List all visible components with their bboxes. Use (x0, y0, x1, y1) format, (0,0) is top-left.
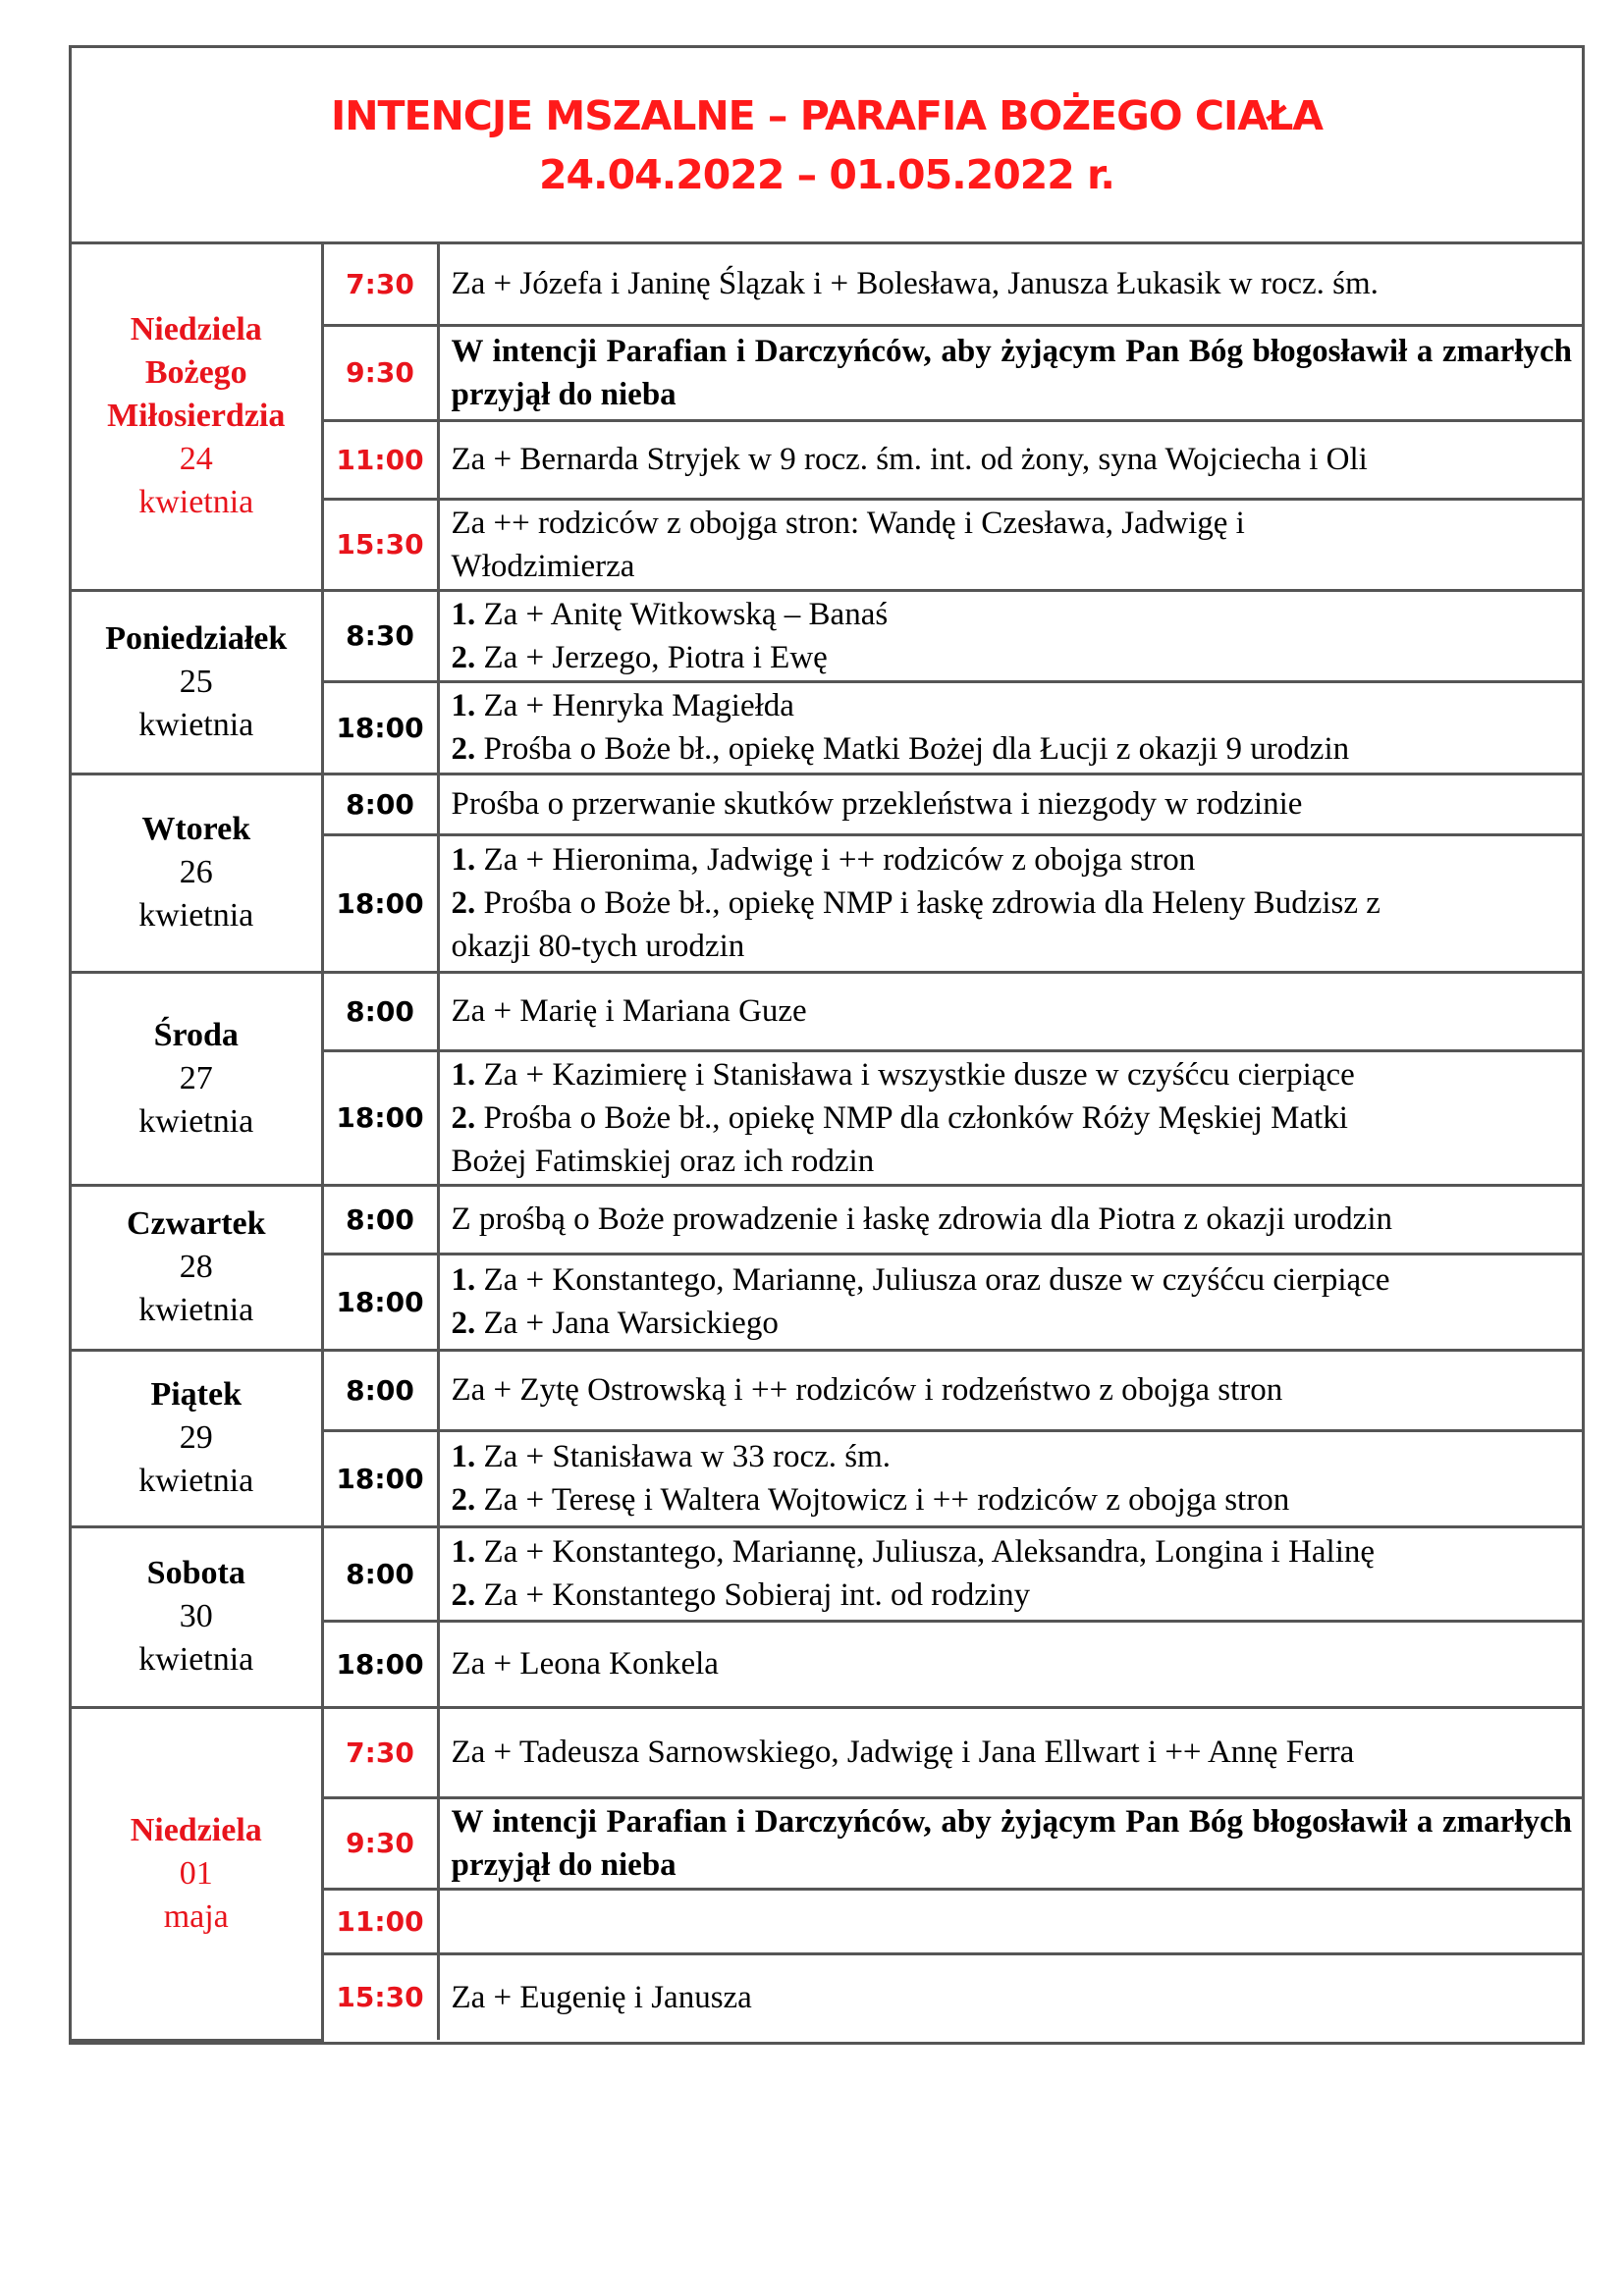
mass-intention (438, 1953, 1582, 2040)
table-row (72, 1350, 1582, 1430)
day-name: Niedziela (130, 311, 262, 348)
intention-text: Za + Kazimierę i Stanisława i wszystkie dusze w czyśćcu cierpiące (475, 1056, 1355, 1093)
intention-text: Prośba o przerwanie skutków przekleństwa i niezgody w rodzinie (451, 786, 1303, 822)
day-cell-tuesday-26 (72, 774, 322, 972)
intentions-table (72, 244, 1582, 2042)
day-name: Niedziela (130, 1811, 262, 1848)
mass-time: 11:00 (322, 1889, 438, 1953)
intention-text: Za + Józefa i Janinę Ślązak i + Bolesława, Janusza Łukasik w rocz. śm. (451, 266, 1379, 302)
day-number: 27 (179, 1059, 213, 1096)
mass-time: 18:00 (322, 1050, 438, 1185)
mass-intention (438, 1050, 1582, 1185)
mass-time: 15:30 (322, 499, 438, 590)
intention-text: Bożej Fatimskiej oraz ich rodzin (451, 1143, 875, 1179)
intention-text: Prośba o Boże bł., opiekę Matki Bożej dla Łucji z okazji 9 urodzin (475, 731, 1350, 767)
mass-intention (438, 1526, 1582, 1621)
mass-time: 8:30 (322, 590, 438, 681)
intention-text: Za + Zytę Ostrowską i ++ rodziców i rodzeństwo z obojga stron (451, 1372, 1283, 1408)
mass-intention (438, 834, 1582, 972)
day-number: 24 (179, 441, 213, 478)
mass-time: 18:00 (322, 1621, 438, 1707)
mass-intention: W intencji Parafian i Darczyńców, aby żyjącym Pan Bóg błogosławił a zmarłych przyjął do nieba (438, 325, 1582, 420)
mass-intention (438, 1430, 1582, 1526)
mass-intention (438, 1621, 1582, 1707)
intention-number: 2. (451, 1577, 476, 1613)
mass-time: 9:30 (322, 325, 438, 420)
mass-time: 18:00 (322, 681, 438, 774)
intention-text: Za + Henryka Magiełda (475, 688, 794, 723)
day-number: 30 (179, 1598, 213, 1634)
intention-text: Za + Konstantego, Mariannę, Juliusza, Aleksandra, Longina i Halinę (475, 1534, 1376, 1570)
intention-text: Za + Leona Konkela (451, 1646, 719, 1682)
mass-intention (438, 774, 1582, 834)
mass-time: 8:00 (322, 1350, 438, 1430)
intention-text: Za ++ rodziców z obojga stron: Wandę i Czesława, Jadwigę i (451, 505, 1245, 541)
day-cell-saturday-30 (72, 1526, 322, 1707)
mass-intention (438, 1254, 1582, 1350)
intention-number: 1. (451, 1262, 476, 1298)
day-name: Piątek (150, 1376, 243, 1413)
day-cell-sunday-01 (72, 1707, 322, 2040)
date-range: 24.04.2022 – 01.05.2022 r. (538, 150, 1115, 198)
intention-number: 2. (451, 731, 476, 767)
intention-text: Za + Teresę i Waltera Wojtowicz i ++ rodziców z obojga stron (475, 1482, 1290, 1518)
intention-text: Za + Jerzego, Piotra i Ewę (475, 639, 828, 675)
mass-intention (438, 1350, 1582, 1430)
day-number: 28 (179, 1249, 213, 1285)
mass-time: 8:00 (322, 774, 438, 834)
mass-intention (438, 420, 1582, 499)
day-name: Czwartek (126, 1205, 266, 1242)
mass-intention (438, 499, 1582, 590)
table-row (72, 1185, 1582, 1254)
mass-intention (438, 972, 1582, 1050)
intention-text: okazji 80-tych urodzin (451, 929, 745, 964)
intention-number: 2. (451, 1099, 476, 1136)
mass-time: 8:00 (322, 1526, 438, 1621)
page-title: INTENCJE MSZALNE – PARAFIA BOŻEGO CIAŁA (330, 91, 1324, 139)
intention-text: Prośba o Boże bł., opiekę NMP dla członków Róży Męskiej Matki (475, 1099, 1348, 1136)
mass-intention (438, 1185, 1582, 1254)
day-month: kwietnia (138, 706, 254, 743)
mass-time: 18:00 (322, 834, 438, 972)
day-name: Bożego (144, 354, 247, 392)
intention-text: Za + Hieronima, Jadwigę i ++ rodziców z obojga stron (475, 842, 1196, 878)
day-name: Środa (153, 1016, 239, 1053)
day-month: kwietnia (138, 897, 254, 934)
mass-time: 7:30 (322, 244, 438, 325)
table-row (72, 972, 1582, 1050)
mass-intention (438, 244, 1582, 325)
table-row (72, 590, 1582, 681)
intention-number: 1. (451, 842, 476, 878)
intention-number: 2. (451, 885, 476, 921)
day-cell-friday-29 (72, 1350, 322, 1526)
mass-time: 8:00 (322, 1185, 438, 1254)
intention-number: 2. (451, 639, 476, 675)
day-name: Wtorek (141, 811, 251, 847)
intention-number: 1. (451, 1056, 476, 1093)
intention-text: Za + Stanisława w 33 rocz. śm. (475, 1439, 892, 1474)
day-number: 01 (179, 1854, 213, 1892)
day-cell-thursday-28 (72, 1185, 322, 1350)
intention-text: Prośba o Boże bł., opiekę NMP i łaskę zdrowia dla Heleny Budzisz z (475, 885, 1380, 921)
intention-text: Za + Konstantego Sobieraj int. od rodziny (475, 1577, 1031, 1613)
intention-text: Za + Bernarda Stryjek w 9 rocz. śm. int. od żony, syna Wojciecha i Oli (451, 442, 1368, 477)
mass-time: 9:30 (322, 1797, 438, 1889)
intention-text: Włodzimierza (451, 548, 635, 584)
header (72, 48, 1582, 244)
intention-number: 2. (451, 1306, 476, 1341)
mass-time: 7:30 (322, 1707, 438, 1797)
day-month: kwietnia (138, 484, 254, 521)
mass-intention (438, 1707, 1582, 1797)
day-cell-monday-25 (72, 590, 322, 774)
day-month: kwietnia (138, 1463, 254, 1499)
day-name: Sobota (146, 1555, 245, 1591)
table-row (72, 244, 1582, 325)
intention-number: 1. (451, 1439, 476, 1474)
mass-time: 18:00 (322, 1254, 438, 1350)
day-month: kwietnia (138, 1102, 254, 1140)
intention-text: Za + Anitę Witkowską – Banaś (475, 596, 889, 632)
intention-text: Za + Tadeusza Sarnowskiego, Jadwigę i Jana Ellwart i ++ Annę Ferra (451, 1735, 1355, 1770)
day-month: kwietnia (138, 1641, 254, 1678)
day-month: maja (163, 1897, 229, 1935)
day-number: 25 (179, 663, 213, 700)
day-number: 26 (179, 854, 213, 890)
day-number: 29 (179, 1419, 213, 1456)
intention-number: 1. (451, 1534, 476, 1570)
day-cell-sunday-24 (72, 244, 322, 590)
intention-number: 1. (451, 688, 476, 723)
mass-intention (438, 1889, 1582, 1953)
table-row (72, 1526, 1582, 1621)
intention-number: 1. (451, 596, 476, 632)
day-month: kwietnia (138, 1292, 254, 1328)
mass-intention: W intencji Parafian i Darczyńców, aby żyjącym Pan Bóg błogosławił a zmarłych przyjął do nieba (438, 1797, 1582, 1889)
day-name: Miłosierdzia (107, 398, 286, 435)
intention-text: Z prośbą o Boże prowadzenie i łaskę zdrowia dla Piotra z okazji urodzin (451, 1201, 1392, 1237)
table-row (72, 1707, 1582, 1797)
mass-time: 8:00 (322, 972, 438, 1050)
intention-text: Za + Jana Warsickiego (475, 1306, 779, 1341)
intention-text: Za + Marię i Mariana Guze (451, 993, 807, 1029)
mass-intention (438, 681, 1582, 774)
schedule-sheet (69, 45, 1585, 2045)
table-row (72, 774, 1582, 834)
intention-number: 2. (451, 1482, 476, 1518)
day-name: Poniedziałek (105, 619, 288, 657)
day-cell-wednesday-27 (72, 972, 322, 1185)
mass-time: 15:30 (322, 1953, 438, 2040)
mass-intention (438, 590, 1582, 681)
intention-text: Za + Eugenię i Janusza (451, 1979, 752, 2015)
mass-time: 18:00 (322, 1430, 438, 1526)
mass-time: 11:00 (322, 420, 438, 499)
intention-text: Za + Konstantego, Mariannę, Juliusza oraz dusze w czyśćcu cierpiące (475, 1262, 1390, 1298)
